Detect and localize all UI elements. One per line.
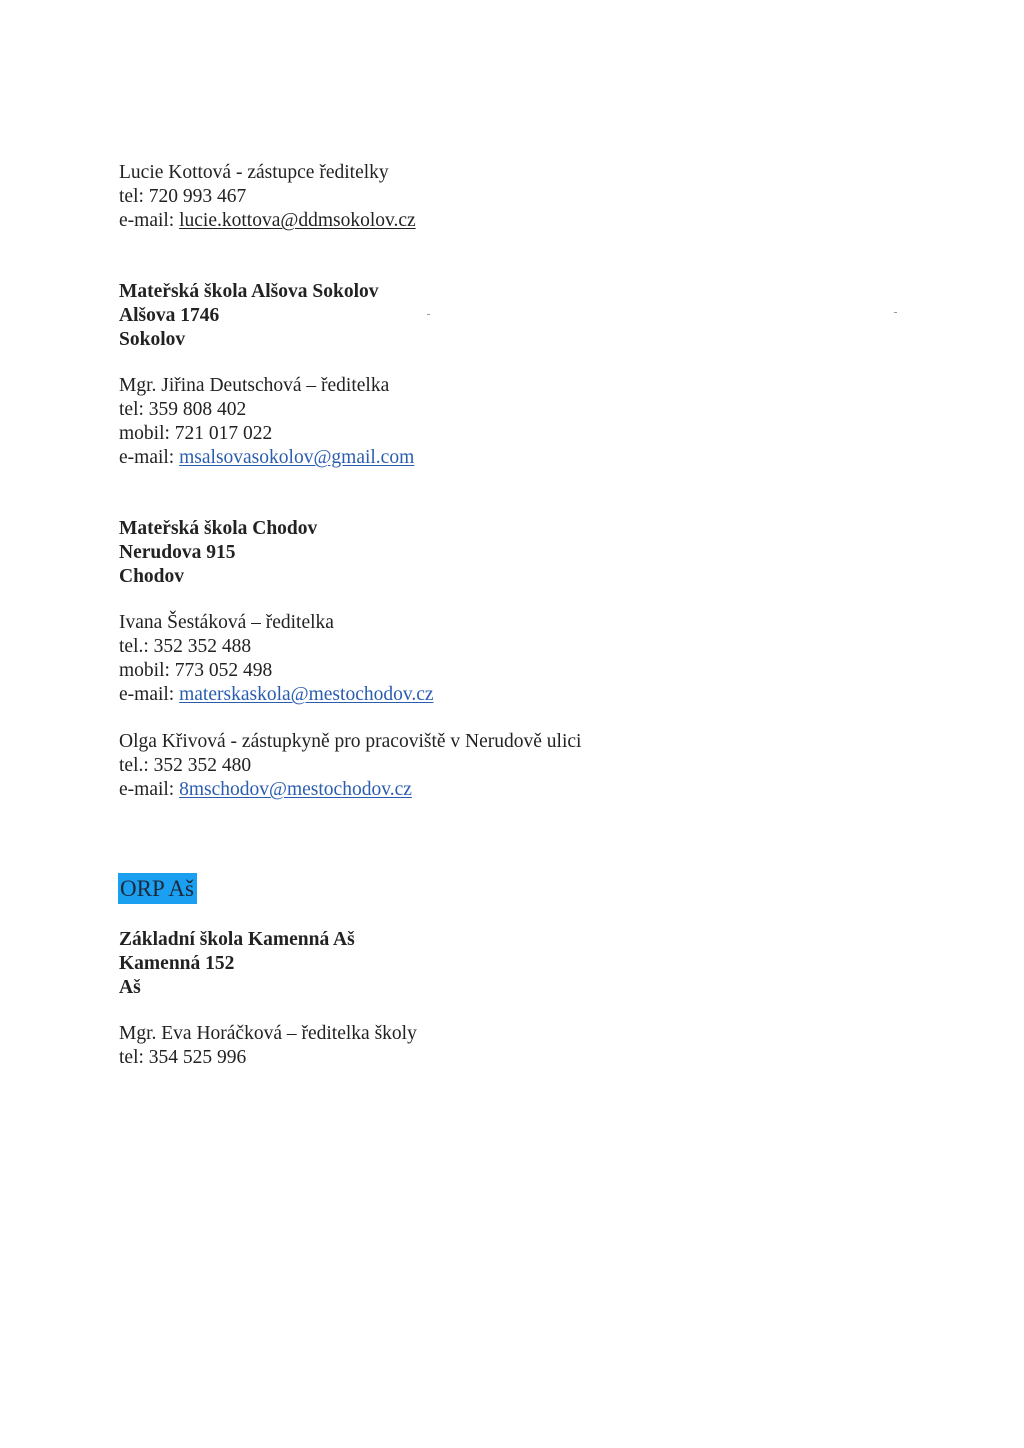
email-link[interactable]: lucie.kottova@ddmsokolov.cz <box>179 210 416 231</box>
scan-speck <box>427 314 430 315</box>
email-label: e-mail: <box>119 210 180 231</box>
contact-person: Lucie Kottová - zástupce ředitelky <box>119 162 389 183</box>
contact-phone: tel.: 352 352 480 <box>119 755 252 776</box>
contact-person: Ivana Šestáková – ředitelka <box>119 612 334 633</box>
contact-person: Olga Křivová - zástupkyně pro pracoviště v Nerudově ulici <box>119 731 582 752</box>
school-name: Základní škola Kamenná Aš <box>119 929 355 950</box>
contact-kottova <box>119 161 819 233</box>
contact-email-line <box>119 683 819 707</box>
contact-person: Mgr. Jiřina Deutschová – ředitelka <box>119 375 390 396</box>
school-name: Mateřská škola Chodov <box>119 518 318 539</box>
contact-horackova <box>119 1022 819 1070</box>
email-link[interactable]: materskaskola@mestochodov.cz <box>179 684 434 705</box>
email-link[interactable]: 8mschodov@mestochodov.cz <box>179 779 412 800</box>
contact-mobile: mobil: 773 052 498 <box>119 660 273 681</box>
school-city: Aš <box>119 977 141 998</box>
school-street: Kamenná 152 <box>119 953 235 974</box>
school-zs-kamenna <box>119 928 819 1000</box>
email-label: e-mail: <box>119 684 180 705</box>
contact-email-line <box>119 778 819 802</box>
section-heading-orp-as: ORP Aš <box>118 873 197 904</box>
contact-person: Mgr. Eva Horáčková – ředitelka školy <box>119 1023 417 1044</box>
school-name: Mateřská škola Alšova Sokolov <box>119 281 379 302</box>
email-label: e-mail: <box>119 779 180 800</box>
contact-phone: tel: 359 808 402 <box>119 399 247 420</box>
contact-sestakova <box>119 611 819 707</box>
contact-mobile: mobil: 721 017 022 <box>119 423 273 444</box>
school-ms-alsova <box>119 280 819 352</box>
email-link[interactable]: msalsovasokolov@gmail.com <box>179 447 415 468</box>
email-label: e-mail: <box>119 447 180 468</box>
contact-phone: tel: 354 525 996 <box>119 1047 247 1068</box>
scan-speck <box>894 312 897 313</box>
school-ms-chodov <box>119 517 819 589</box>
school-street: Alšova 1746 <box>119 305 220 326</box>
contact-email-line <box>119 446 819 470</box>
contact-email-line <box>119 209 819 233</box>
contact-deutschova <box>119 374 819 470</box>
contact-krivova <box>119 730 819 802</box>
contact-phone: tel: 720 993 467 <box>119 186 247 207</box>
contact-phone: tel.: 352 352 488 <box>119 636 252 657</box>
school-city: Sokolov <box>119 329 186 350</box>
school-street: Nerudova 915 <box>119 542 236 563</box>
school-city: Chodov <box>119 566 185 587</box>
